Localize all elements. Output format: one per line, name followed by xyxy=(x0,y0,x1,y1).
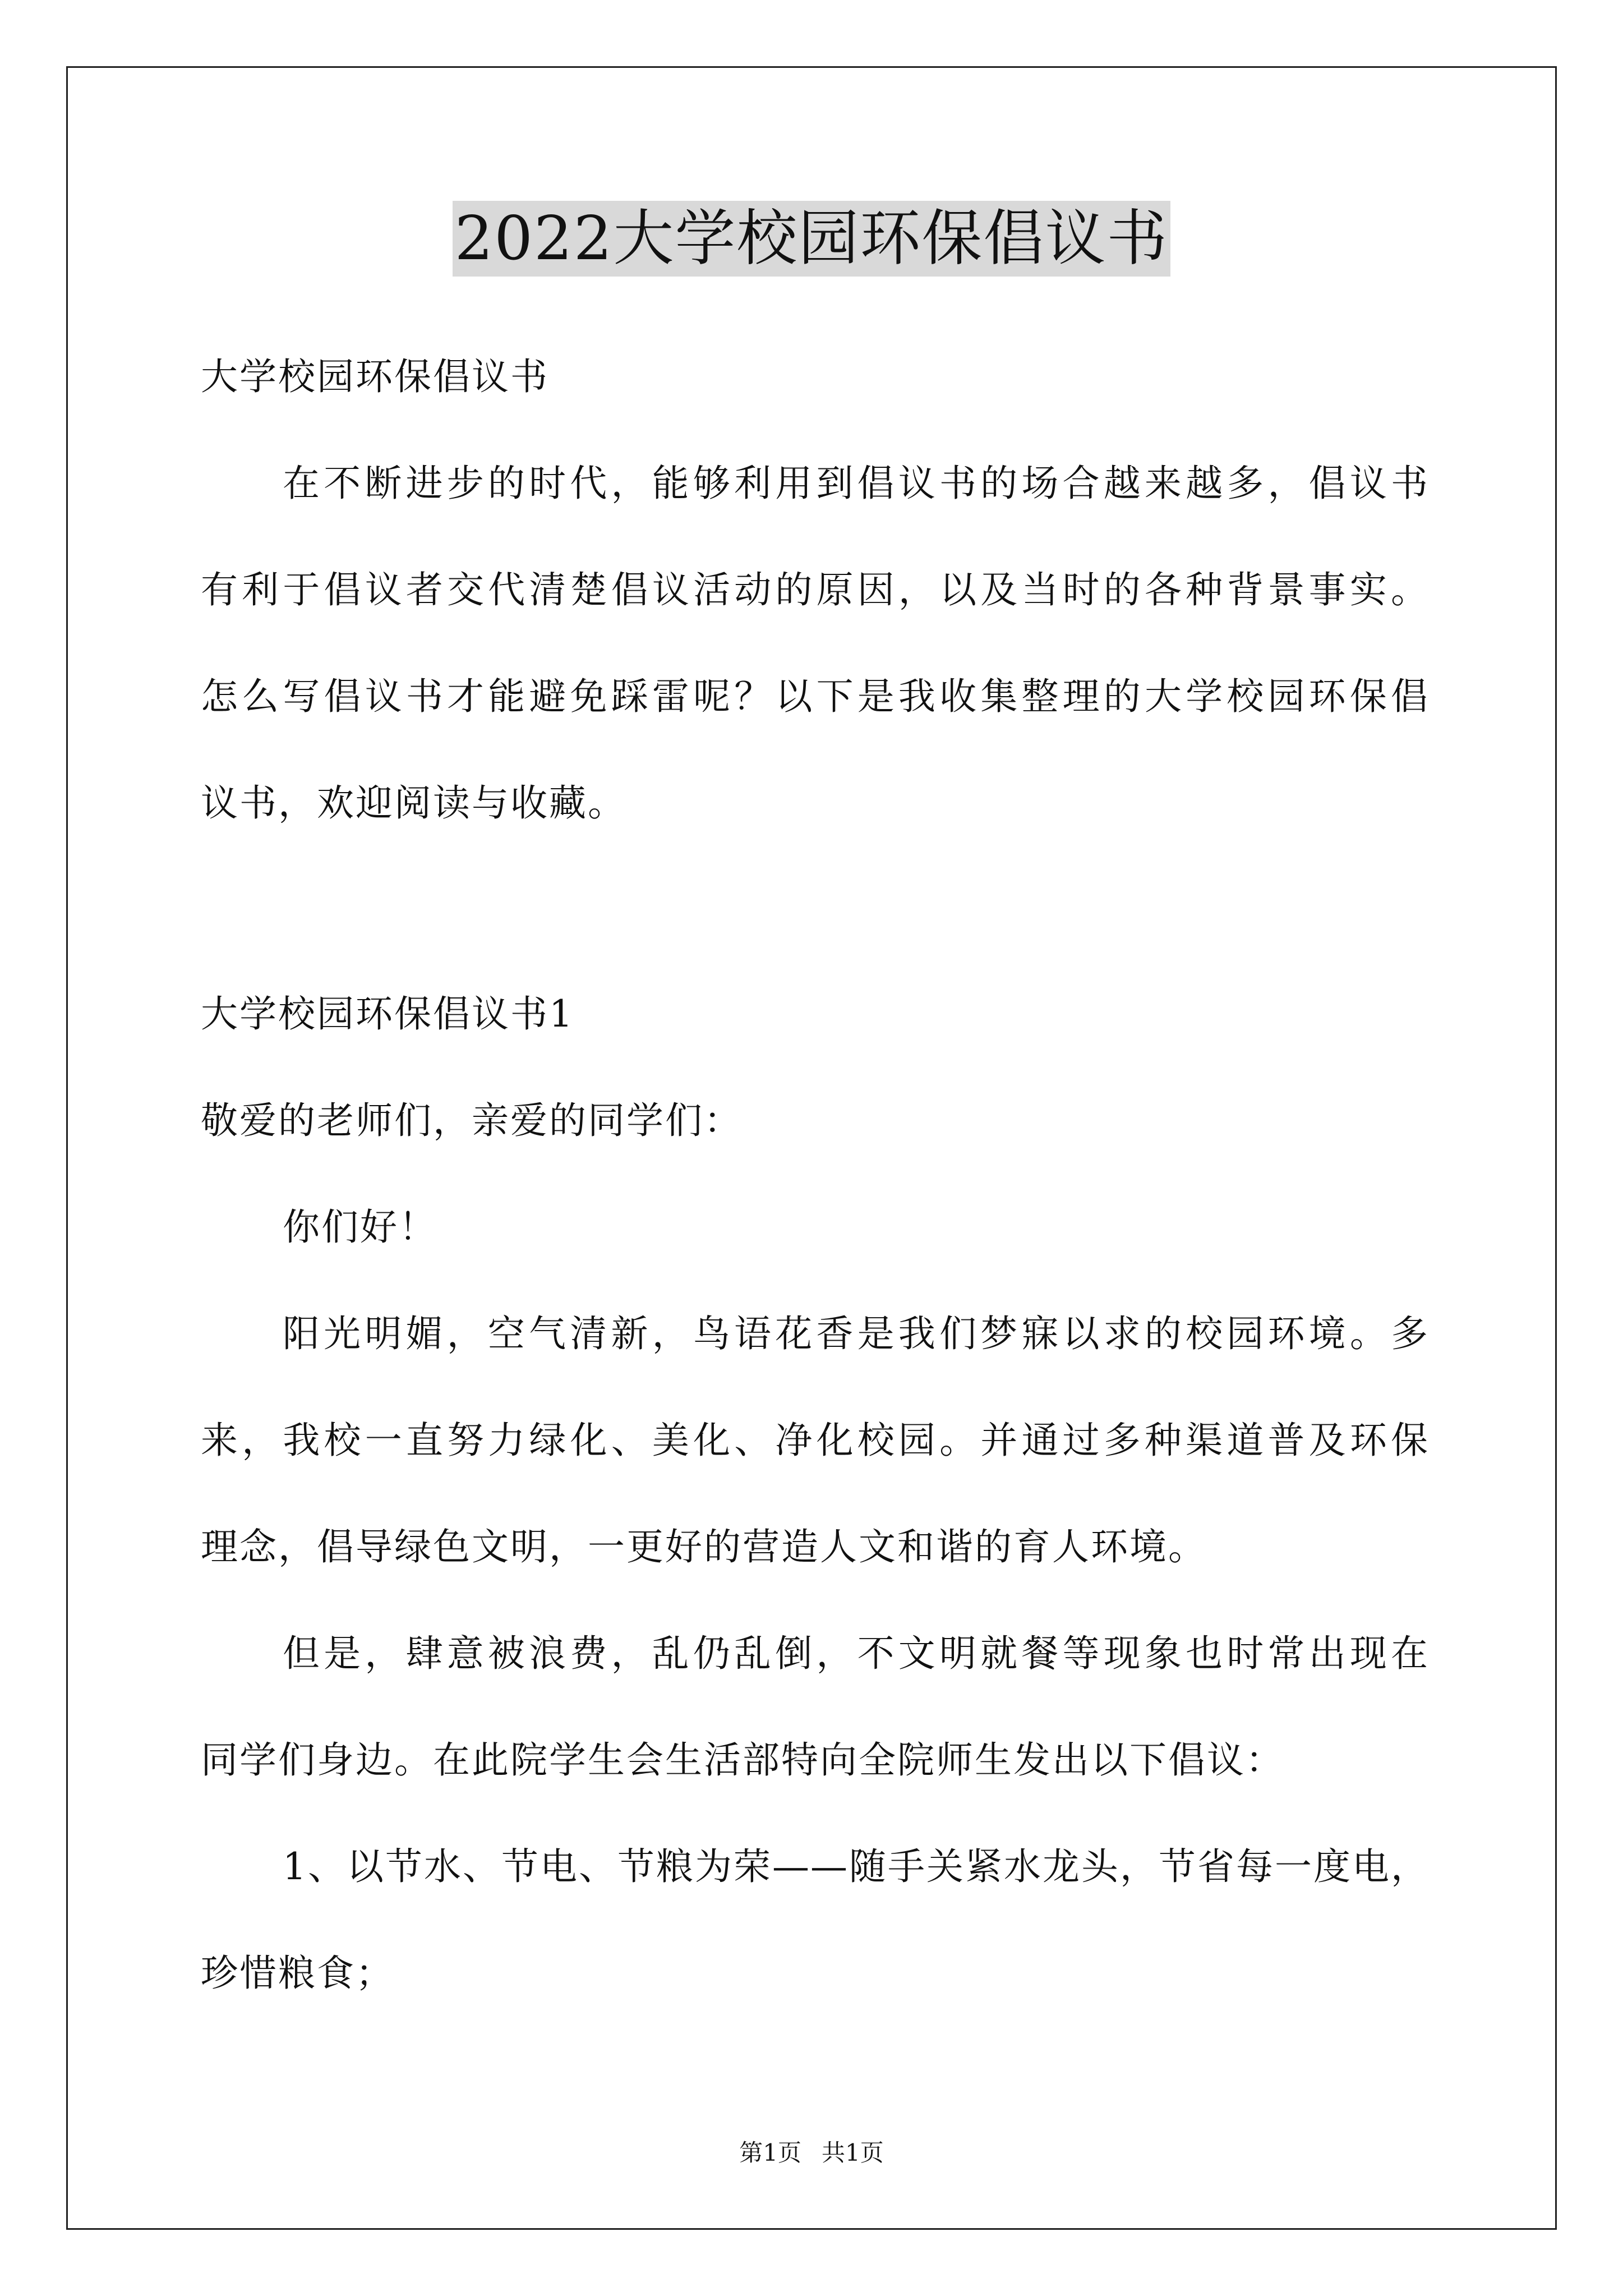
paragraph-line: 议书，欢迎阅读与收藏。 xyxy=(201,781,626,825)
page-footer xyxy=(0,2138,1623,2168)
paragraph-line: 怎么写倡议书才能避免踩雷呢？以下是我收集整理的大学校园环保倡 xyxy=(201,675,1429,718)
page-number: 第1页 xyxy=(739,2139,801,2166)
paragraph-line: 在不断进步的时代，能够利用到倡议书的场合越来越多，倡议书 xyxy=(283,462,1429,505)
paragraph-line: 有利于倡议者交代清楚倡议活动的原因，以及当时的各种背景事实。 xyxy=(201,568,1429,611)
title-container xyxy=(0,201,1623,277)
page-total: 共1页 xyxy=(822,2139,884,2166)
section-heading: 大学校园环保倡议书 xyxy=(201,355,549,398)
paragraph-line: 阳光明媚，空气清新，鸟语花香是我们梦寐以求的校园环境。多 xyxy=(283,1312,1429,1355)
paragraph-line: 理念，倡导绿色文明，一更好的营造人文和谐的育人环境。 xyxy=(201,1525,1207,1568)
paragraph-line: 同学们身边。在此院学生会生活部特向全院师生发出以下倡议： xyxy=(201,1738,1284,1782)
salutation: 敬爱的老师们，亲爱的同学们： xyxy=(201,1099,743,1142)
list-item-line: 珍惜粮食； xyxy=(201,1952,394,1995)
paragraph-line: 来，我校一直努力绿化、美化、净化校园。并通过多种渠道普及环保 xyxy=(201,1419,1429,1462)
section-heading: 大学校园环保倡议书1 xyxy=(201,992,574,1036)
greeting: 你们好！ xyxy=(283,1205,437,1249)
paragraph-line: 但是，肆意被浪费，乱仍乱倒，不文明就餐等现象也时常出现在 xyxy=(283,1632,1429,1675)
list-item-line: 1、以节水、节电、节粮为荣——随手关紧水龙头，节省每一度电， xyxy=(283,1845,1429,1888)
document-title: 2022大学校园环保倡议书 xyxy=(453,201,1171,277)
